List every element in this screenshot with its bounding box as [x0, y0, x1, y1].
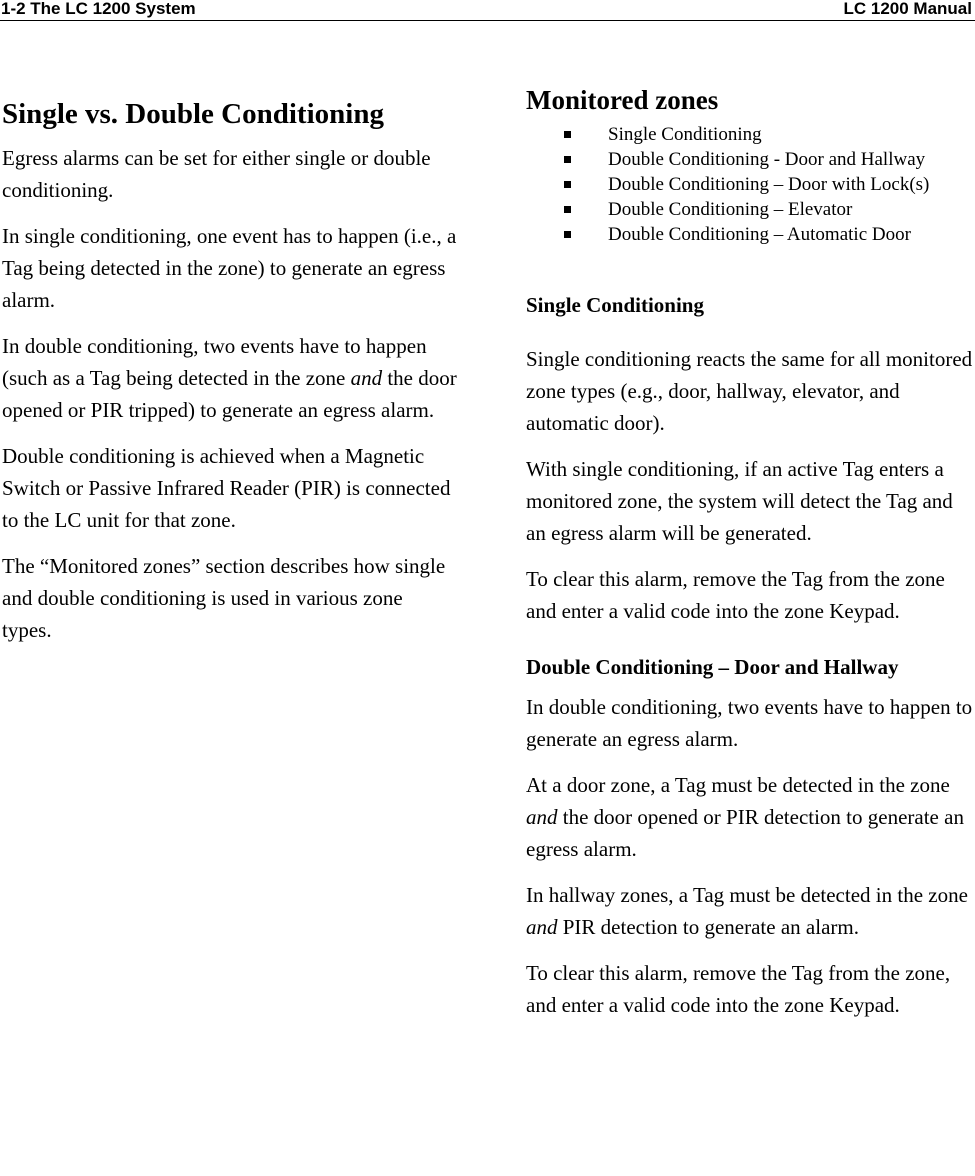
square-bullet-icon — [564, 131, 571, 138]
square-bullet-icon — [564, 231, 571, 238]
zone-type-list — [526, 122, 975, 247]
paragraph-single-3: To clear this alarm, remove the Tag from the zone and enter a valid code into the zone Keypad. — [526, 567, 945, 623]
square-bullet-icon — [564, 206, 571, 213]
list-item — [526, 122, 975, 147]
text-fragment: At a door zone, a Tag must be detected in the zone — [526, 773, 950, 797]
list-item-label: Double Conditioning – Elevator — [608, 199, 853, 220]
list-item-label: Double Conditioning - Door and Hallway — [608, 149, 926, 170]
text-fragment: the door opened or PIR tripped) to generate an egress alarm. — [2, 366, 457, 422]
list-item-label: Double Conditioning – Automatic Door — [608, 224, 911, 245]
paragraph-double — [2, 330, 457, 426]
monitored-zones-title: Monitored zones — [526, 85, 719, 115]
list-item — [526, 172, 975, 197]
text-fragment: In double conditioning, two events have to happen (such as a Tag being detected in the zone — [2, 334, 427, 390]
list-item-label: Single Conditioning — [608, 124, 762, 145]
paragraph-single: In single conditioning, one event has to happen (i.e., a Tag being detected in the zone) to generate an egress alarm. — [2, 224, 457, 312]
emphasis-and: and — [526, 805, 558, 829]
section-title: Single vs. Double Conditioning — [2, 98, 384, 130]
paragraph-single-2: With single conditioning, if an active Tag enters a monitored zone, the system will detect the Tag and an egress alarm will be generated. — [526, 457, 953, 545]
paragraph-double-4: To clear this alarm, remove the Tag from the zone, and enter a valid code into the zone Keypad. — [526, 961, 951, 1017]
emphasis-and: and — [526, 915, 558, 939]
subheading-single: Single Conditioning — [526, 293, 704, 317]
paragraph-achieved: Double conditioning is achieved when a Magnetic Switch or Passive Infrared Reader (PIR) is connected to the LC unit for that zone. — [2, 444, 451, 532]
paragraph-double-3 — [526, 879, 975, 943]
right-column — [526, 82, 975, 1035]
list-item — [526, 147, 975, 172]
emphasis-and: and — [350, 366, 383, 390]
text-fragment: PIR detection to generate an alarm. — [562, 915, 859, 939]
paragraph-double-2 — [526, 769, 975, 865]
text-fragment: In hallway zones, a Tag must be detected in the zone — [526, 883, 968, 907]
page-header — [0, 0, 975, 21]
list-item — [526, 222, 975, 247]
list-item — [526, 197, 975, 222]
header-section-title: 1-2 The LC 1200 System — [1, 0, 196, 18]
paragraph-single-1: Single conditioning reacts the same for all monitored zone types (e.g., door, hallway, elevator, and automatic door). — [526, 347, 973, 435]
paragraph-intro: Egress alarms can be set for either single or double conditioning. — [2, 146, 431, 202]
header-manual-title: LC 1200 Manual — [843, 0, 972, 18]
text-fragment: the door opened or PIR detection to generate an egress alarm. — [526, 805, 964, 861]
square-bullet-icon — [564, 156, 571, 163]
list-item-label: Double Conditioning – Door with Lock(s) — [608, 174, 930, 195]
paragraph-reference: The “Monitored zones” section describes how single and double conditioning is used in various zone types. — [2, 554, 446, 642]
paragraph-double-1: In double conditioning, two events have to happen to generate an egress alarm. — [526, 695, 973, 751]
subheading-double: Double Conditioning – Door and Hallway — [526, 655, 899, 679]
left-column — [2, 96, 457, 660]
square-bullet-icon — [564, 181, 571, 188]
